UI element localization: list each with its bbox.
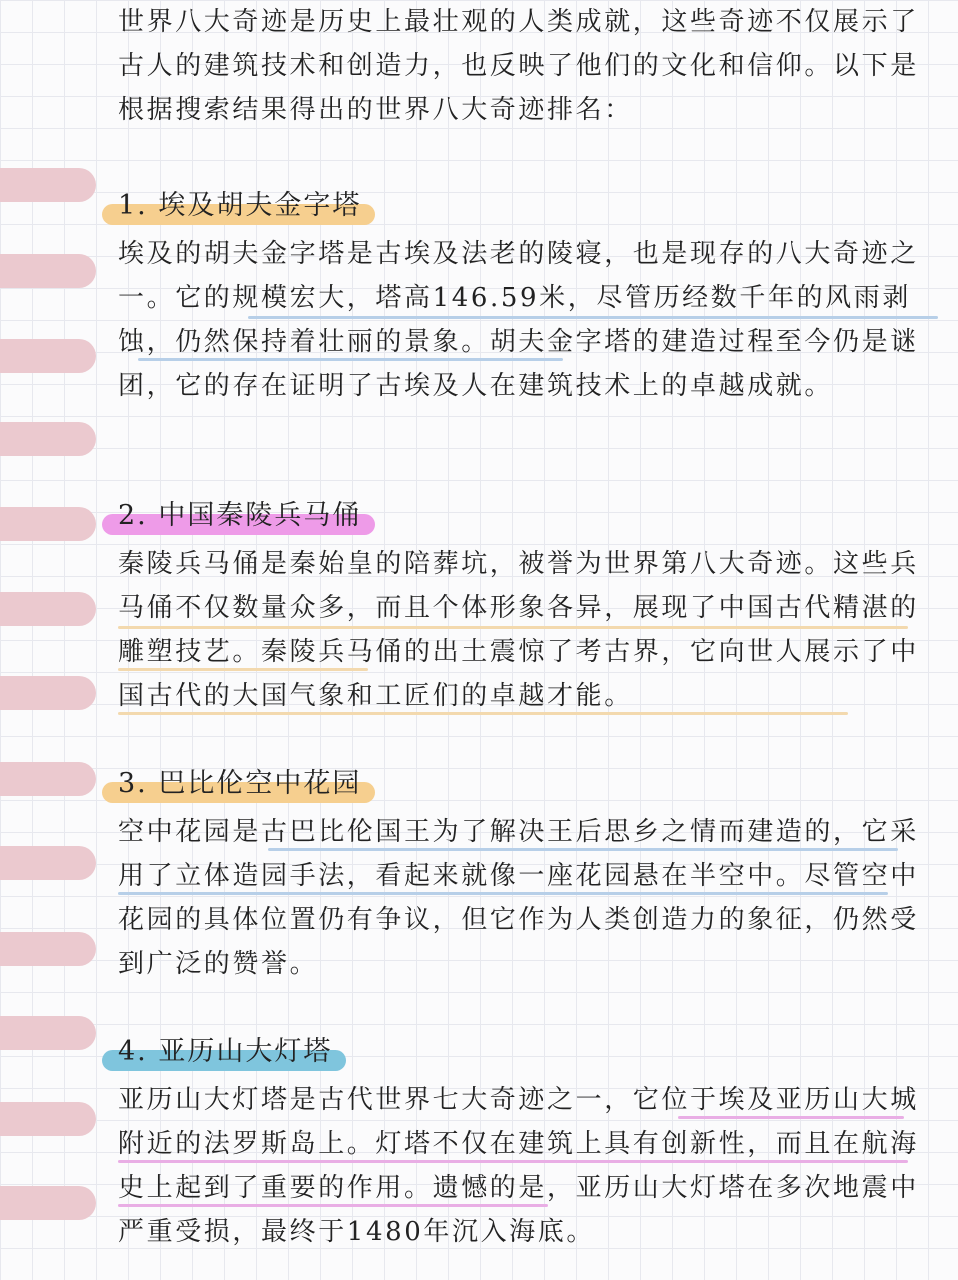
underline-mark [138,358,563,361]
underline-mark [118,668,368,671]
section-hanging-gardens [118,764,924,986]
notebook-tab [0,932,96,966]
underline-mark [118,1204,548,1207]
notebook-tab [0,507,96,541]
notebook-tab [0,422,96,456]
underline-mark [118,712,848,715]
notebook-tab [0,1102,96,1136]
underline-mark [268,848,898,851]
underline-mark [248,316,938,319]
notebook-tab [0,254,96,288]
notebook-tab [0,168,96,202]
section-body: 亚历山大灯塔是古代世界七大奇迹之一，它位于埃及亚历山大城附近的法罗斯岛上。灯塔不仅在建筑上具有创新性，而且在航海史上起到了重要的作用。遗憾的是，亚历山大灯塔在多次地震中严重受损，最终于1480年沉入海底。 [118,1085,919,1247]
section-title: 3. 巴比伦空中花园 [118,764,369,804]
section-title: 1. 埃及胡夫金字塔 [118,186,369,226]
notebook-tab [0,339,96,373]
notebook-tab [0,1186,96,1220]
notebook-tab [0,1016,96,1050]
notebook-tab [0,762,96,796]
section-title: 4. 亚历山大灯塔 [118,1032,340,1072]
section-pyramid [118,186,924,408]
section-title: 2. 中国秦陵兵马俑 [118,496,369,536]
notebook-tabs [0,0,100,1280]
underline-mark [118,892,888,895]
notebook-tab [0,846,96,880]
notebook-tab [0,676,96,710]
notebook-tab [0,592,96,626]
section-body: 空中花园是古巴比伦国王为了解决王后思乡之情而建造的，它采用了立体造园手法，看起来就像一座花园悬在半空中。尽管空中花园的具体位置仍有争议，但它作为人类创造力的象征，仍然受到广泛的赞誉。 [118,817,919,979]
section-body: 秦陵兵马俑是秦始皇的陪葬坑，被誉为世界第八大奇迹。这些兵马俑不仅数量众多，而且个体形象各异，展现了中国古代精湛的雕塑技艺。秦陵兵马俑的出土震惊了考古界，它向世人展示了中国古代的大国气象和工匠们的卓越才能。 [118,549,919,711]
section-lighthouse [118,1032,924,1254]
underline-mark [118,626,908,629]
underline-mark [118,1160,908,1163]
intro-paragraph: 世界八大奇迹是历史上最壮观的人类成就，这些奇迹不仅展示了古人的建筑技术和创造力，也反映了他们的文化和信仰。以下是根据搜索结果得出的世界八大奇迹排名： [118,7,919,125]
underline-mark [678,1116,904,1119]
section-body: 埃及的胡夫金字塔是古埃及法老的陵寝，也是现存的八大奇迹之一。它的规模宏大，塔高146.59米，尽管历经数千年的风雨剥蚀，仍然保持着壮丽的景象。胡夫金字塔的建造过程至今仍是谜团，它的存在证明了古埃及人在建筑技术上的卓越成就。 [118,239,919,401]
section-terracotta [118,496,924,718]
